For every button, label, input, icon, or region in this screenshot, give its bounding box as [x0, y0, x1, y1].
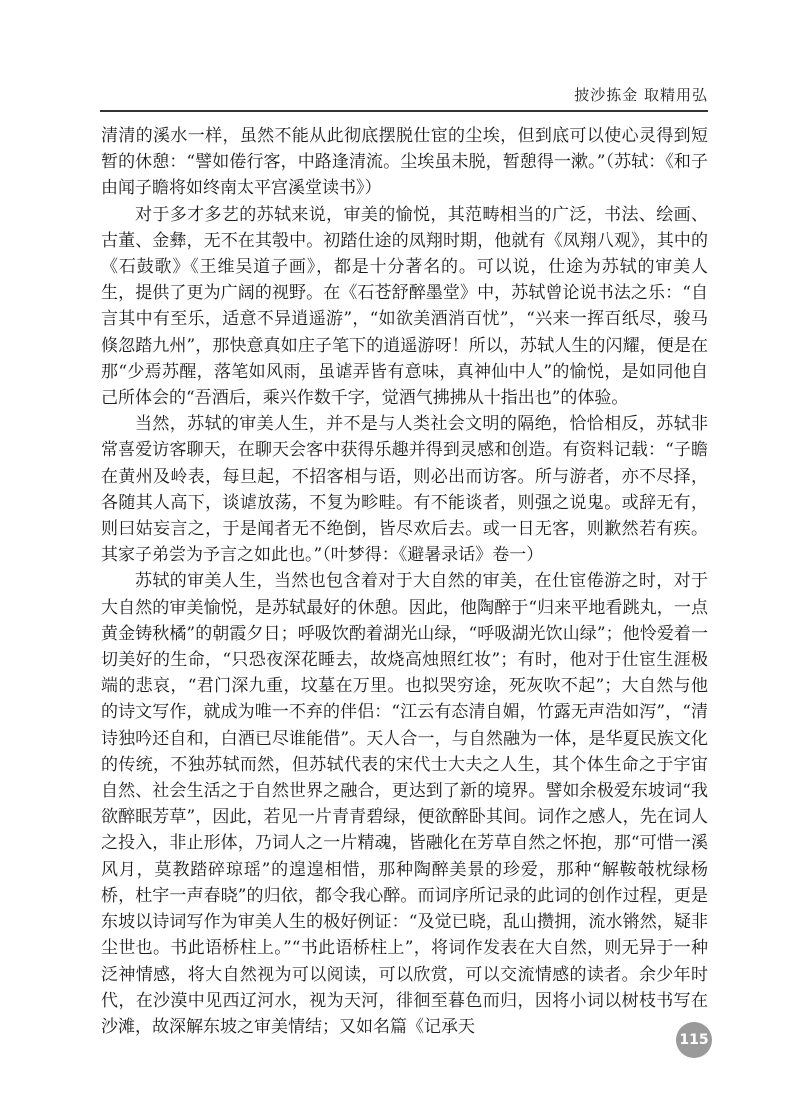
paragraph: 苏轼的审美人生，当然也包含着对于大自然的审美，在仕宦倦游之时，对于大自然的审美愉悦，是苏轼最好的休憩。因此，他陶醉于“归来平地看跳丸，一点黄金铸秋橘”的朝霞夕日；呼吸饮酌着湖光山绿，“呼吸湖光饮山绿”；他怜爱着一切美好的生命，“只恐夜深花睡去，故烧高烛照红妆”；有时，他对于仕宦生涯极端的悲哀，“君门深九重，坟墓在万里。也拟哭穷途，死灰吹不起”；大自然与他的诗文写作，就成为唯一不弃的伴侣：“江云有态清自媚，竹露无声浩如泻”，“清诗独吟还自和，白酒已尽谁能借”。天人合一，与自然融为一体，是华夏民族文化的传统，不独苏轼而然，但苏轼代表的宋代士大夫之人生，其个体生命之于宇宙自然、社会生活之于自然世界之融合，更达到了新的境界。譬如余极爱东坡词“我欲醉眠芳草”，因此，若见一片青青碧绿，便欲醉卧其间。词作之感人，先在词人之投入，非止形体，乃词人之一片精魂，皆融化在芳草自然之怀抱，那“可惜一溪风月，莫教踏碎琼瑶”的遑遑相惜，那种陶醉美景的珍爱，那种“解鞍攲枕绿杨桥，杜宇一声春晓”的归依，都令我心醉。而词序所记录的此词的创作过程，更是东坡以诗词写作为审美人生的极好例证：“及觉已晓，乱山攒拥，流水锵然，疑非尘世也。书此语桥柱上。”“书此语桥柱上”，将词作发表在大自然，则无异于一种泛神情感，将大自然视为可以阅读，可以欣赏，可以交流情感的读者。余少年时代，在沙漠中见西辽河水，视为天河，徘徊至暮色而归，因将小词以树枝书写在沙滩，故深解东坡之审美情结；又如名篇《记承天: [101, 571, 708, 1037]
running-header-title: 披沙拣金 取精用弘: [574, 86, 708, 104]
running-header: [100, 78, 708, 112]
page-number-badge: 115: [676, 1022, 712, 1058]
paragraph: 对于多才多艺的苏轼来说，审美的愉悦，其范畴相当的广泛，书法、绘画、古董、金彝，无不在其彀中。初踏仕途的凤翔时期，他就有《凤翔八观》，其中的《石鼓歌》《王维吴道子画》，都是十分著名的。可以说，仕途为苏轼的审美人生，提供了更为广阔的视野。在《石苍舒醉墨堂》中，苏轼曾论说书法之乐：“自言其中有至乐，适意不异逍遥游”，“如欲美酒消百忧”，“兴来一挥百纸尽，骏马倏忽踏九州”，那快意真如庄子笔下的逍遥游呀！所以，苏轼人生的闪耀，便是在那“少焉苏醒，落笔如风雨，虽谑弄皆有意味，真神仙中人”的愉悦，是如同他自己所体会的“吾酒后，乘兴作数千字，觉酒气拂拂从十指出也”的体验。: [101, 204, 708, 409]
paragraph: 当然，苏轼的审美人生，并不是与人类社会文明的隔绝，恰恰相反，苏轼非常喜爱访客聊天，在聊天会客中获得乐趣并得到灵感和创造。有资料记载：“子瞻在黄州及岭表，每旦起，不招客相与语，则必出而访客。所与游者，亦不尽择，各随其人高下，谈谑放荡，不复为畛畦。有不能谈者，则强之说鬼。或辞无有，则曰姑妄言之，于是闻者无不绝倒，皆尽欢后去。或一日无客，则歉然若有疾。其家子弟尝为予言之如此也。”（叶梦得：《避暑录话》卷一）: [101, 414, 708, 566]
body-text: [101, 123, 708, 1040]
paragraph-continued: 清清的溪水一样，虽然不能从此彻底摆脱仕宦的尘埃，但到底可以使心灵得到短暂的休憩：“譬如倦行客，中路逢清流。尘埃虽未脱，暂憩得一漱。”（苏轼：《和子由闻子瞻将如终南太平宫溪堂读书》）: [101, 126, 708, 199]
header-divider: [100, 110, 708, 112]
